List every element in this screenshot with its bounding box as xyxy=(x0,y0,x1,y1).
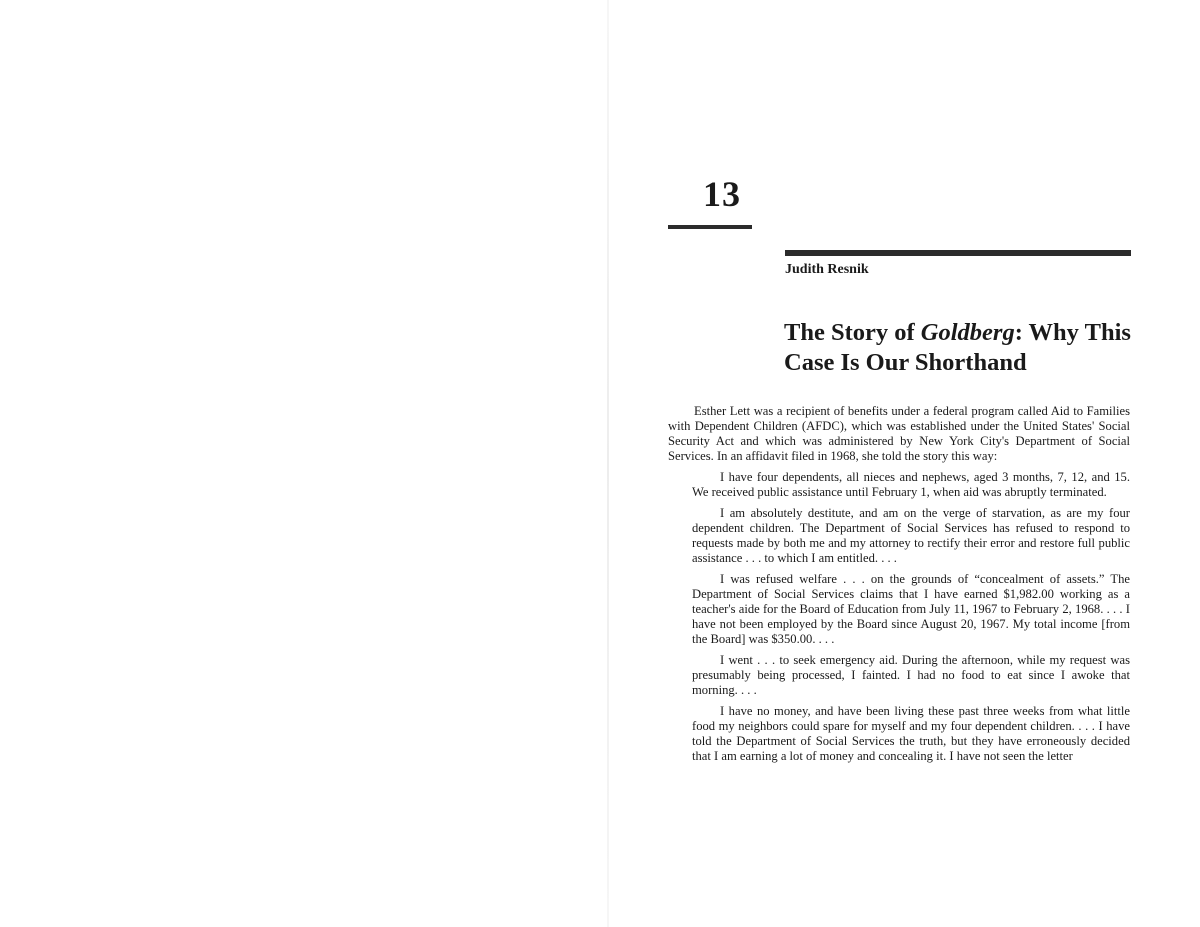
intro-paragraph: Esther Lett was a recipient of benefits under a federal program called Aid to Families with Dependent Children (AFDC), which was established under the United States' Social Security Act and which was administered by New York City's Department of Social Services. In an affidavit filed in 1968, she told the story this way: xyxy=(668,404,1130,463)
quote-paragraph: I went . . . to seek emergency aid. During the afternoon, while my request was presumably being processed, I fainted. I had no food to eat since I awoke that morning. . . . xyxy=(692,653,1130,697)
quote-paragraph: I was refused welfare . . . on the grounds of “concealment of assets.” The Department of Social Services claims that I have earned $1,982.00 working as a teacher's aide for the Board of Education from July 11, 1967 to February 2, 1968. . . . I have not been employed by the Board since August 20, 1967. My total income [from the Board] was $350.00. . . . xyxy=(692,572,1130,646)
title-rule xyxy=(785,250,1131,256)
chapter-title-italic: Goldberg xyxy=(920,319,1015,346)
page-spine xyxy=(607,0,609,927)
quote-paragraph: I have no money, and have been living these past three weeks from what little food my neighbors could spare for myself and my four dependent children. . . . I have told the Department of Social Services the truth, but they have erroneously decided that I am earning a lot of money and concealing it. I have not seen the letter xyxy=(692,704,1130,763)
chapter-title-part1: The Story of xyxy=(784,319,921,346)
chapter-body xyxy=(668,404,1130,770)
affidavit-quote xyxy=(692,470,1130,764)
quote-paragraph: I have four dependents, all nieces and nephews, aged 3 months, 7, 12, and 15. We received public assistance until February 1, when aid was abruptly terminated. xyxy=(692,470,1130,499)
chapter-title xyxy=(784,318,1144,378)
chapter-number-rule xyxy=(668,225,752,229)
chapter-number: 13 xyxy=(703,174,741,214)
chapter-title-part2: : Why This Case Is Our Shorthand xyxy=(784,319,1131,376)
chapter-author: Judith Resnik xyxy=(785,262,869,277)
quote-paragraph: I am absolutely destitute, and am on the verge of starvation, as are my four dependent children. The Department of Social Services has refused to respond to requests made by both me and my attorney to rectify their error and restore full public assistance . . . to which I am entitled. . . . xyxy=(692,506,1130,565)
